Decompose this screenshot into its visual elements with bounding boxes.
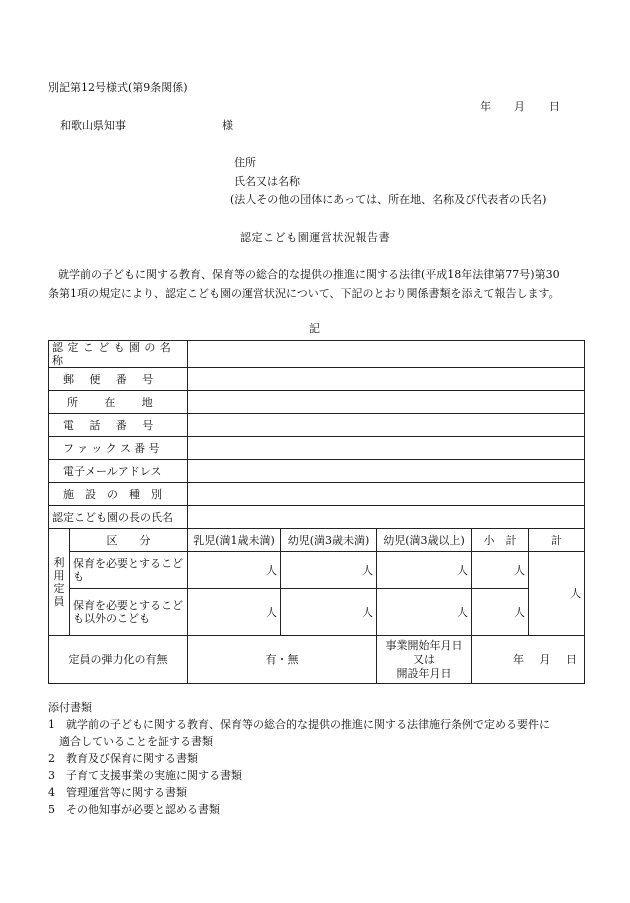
need-care-infant-cell[interactable]: 人 <box>188 552 281 589</box>
date-month: 月 <box>514 100 525 113</box>
need-care-subtotal-cell[interactable]: 人 <box>472 552 529 589</box>
body-line-1: 就学前の子どもに関する教育、保育等の総合的な提供の推進に関する法律(平成18年法律第77号)第30 <box>58 268 560 281</box>
phone-field[interactable] <box>188 414 585 437</box>
start-date-label: 事業開始年月日 又は 開設年月日 <box>377 636 472 684</box>
capacity-vertical-label: 利 用 定 員 <box>49 529 70 636</box>
corporation-note: (法人その他の団体にあっては、所在地、名称及び代表者の氏名) <box>230 193 547 206</box>
row-label-director-name: 認定こども園の長の氏名 <box>49 506 188 529</box>
attachments-list <box>48 699 608 818</box>
other-subtotal-cell[interactable]: 人 <box>472 589 529 636</box>
attachment-item: 3 子育て支援事業の実施に関する書類 <box>48 769 242 782</box>
attachments-heading: 添付書類 <box>48 701 92 714</box>
document-title: 認定こども園運営状況報告書 <box>240 231 391 244</box>
col-header-total: 計 <box>529 529 585 552</box>
flex-label: 定員の弾力化の有無 <box>49 636 188 684</box>
date-day: 日 <box>549 100 560 113</box>
attachment-item: 適合していることを証する書類 <box>48 735 213 748</box>
row-label-phone: 電話番号 <box>49 414 188 437</box>
need-care-toddler-o3-cell[interactable]: 人 <box>377 552 472 589</box>
col-header-category: 区 分 <box>70 529 188 552</box>
attachment-item: 2 教育及び保育に関する書類 <box>48 752 198 765</box>
capacity-total-cell[interactable]: 人 <box>529 552 585 636</box>
address-field[interactable] <box>188 391 585 414</box>
ki-label: 記 <box>309 322 320 335</box>
other-toddler-u3-cell[interactable]: 人 <box>281 589 377 636</box>
row-label-postal-code: 郵便番号 <box>49 368 188 391</box>
row-label-facility-name: 認定こども園の名称 <box>49 341 188 368</box>
row-other-label: 保育を必要とするこども以外のこども <box>70 589 188 636</box>
attachment-item: 5 その他知事が必要と認める書類 <box>48 803 220 816</box>
col-header-toddler-over3: 幼児(満3歳以上) <box>377 529 472 552</box>
address-label: 住所 <box>234 156 256 169</box>
form-number: 別記第12号様式(第9条関係) <box>48 81 188 94</box>
col-header-subtotal: 小 計 <box>472 529 529 552</box>
col-header-infant: 乳児(満1歳未満) <box>188 529 281 552</box>
email-field[interactable] <box>188 460 585 483</box>
other-toddler-o3-cell[interactable]: 人 <box>377 589 472 636</box>
row-label-address: 所在地 <box>49 391 188 414</box>
postal-code-field[interactable] <box>188 368 585 391</box>
row-label-fax: ファックス番号 <box>49 437 188 460</box>
need-care-toddler-u3-cell[interactable]: 人 <box>281 552 377 589</box>
date-year: 年 <box>480 100 491 113</box>
honorific: 様 <box>222 119 233 132</box>
row-label-email: 電子メールアドレス <box>49 460 188 483</box>
col-header-toddler-under3: 幼児(満3歳未満) <box>281 529 377 552</box>
row-label-facility-type: 施設の種別 <box>49 483 188 506</box>
flex-value[interactable]: 有・無 <box>188 636 377 684</box>
name-label: 氏名又は名称 <box>234 175 300 188</box>
report-table <box>48 340 585 684</box>
director-name-field[interactable] <box>188 506 585 529</box>
body-line-2: 条第1項の規定により、認定こども園の運営状況について、下記のとおり関係書類を添えて報告します。 <box>48 287 560 300</box>
attachment-item: 4 管理運営等に関する書類 <box>48 786 187 799</box>
attachment-item: 1 就学前の子どもに関する教育、保育等の総合的な提供の推進に関する法律施行条例で定める要件に <box>48 718 550 731</box>
start-date-field[interactable]: 年 月 日 <box>472 636 585 684</box>
facility-name-field[interactable] <box>188 341 585 368</box>
addressee: 和歌山県知事 <box>60 119 126 132</box>
row-need-care-label: 保育を必要とするこども <box>70 552 188 589</box>
other-infant-cell[interactable]: 人 <box>188 589 281 636</box>
body-paragraph <box>48 265 588 303</box>
facility-type-field[interactable] <box>188 483 585 506</box>
fax-field[interactable] <box>188 437 585 460</box>
